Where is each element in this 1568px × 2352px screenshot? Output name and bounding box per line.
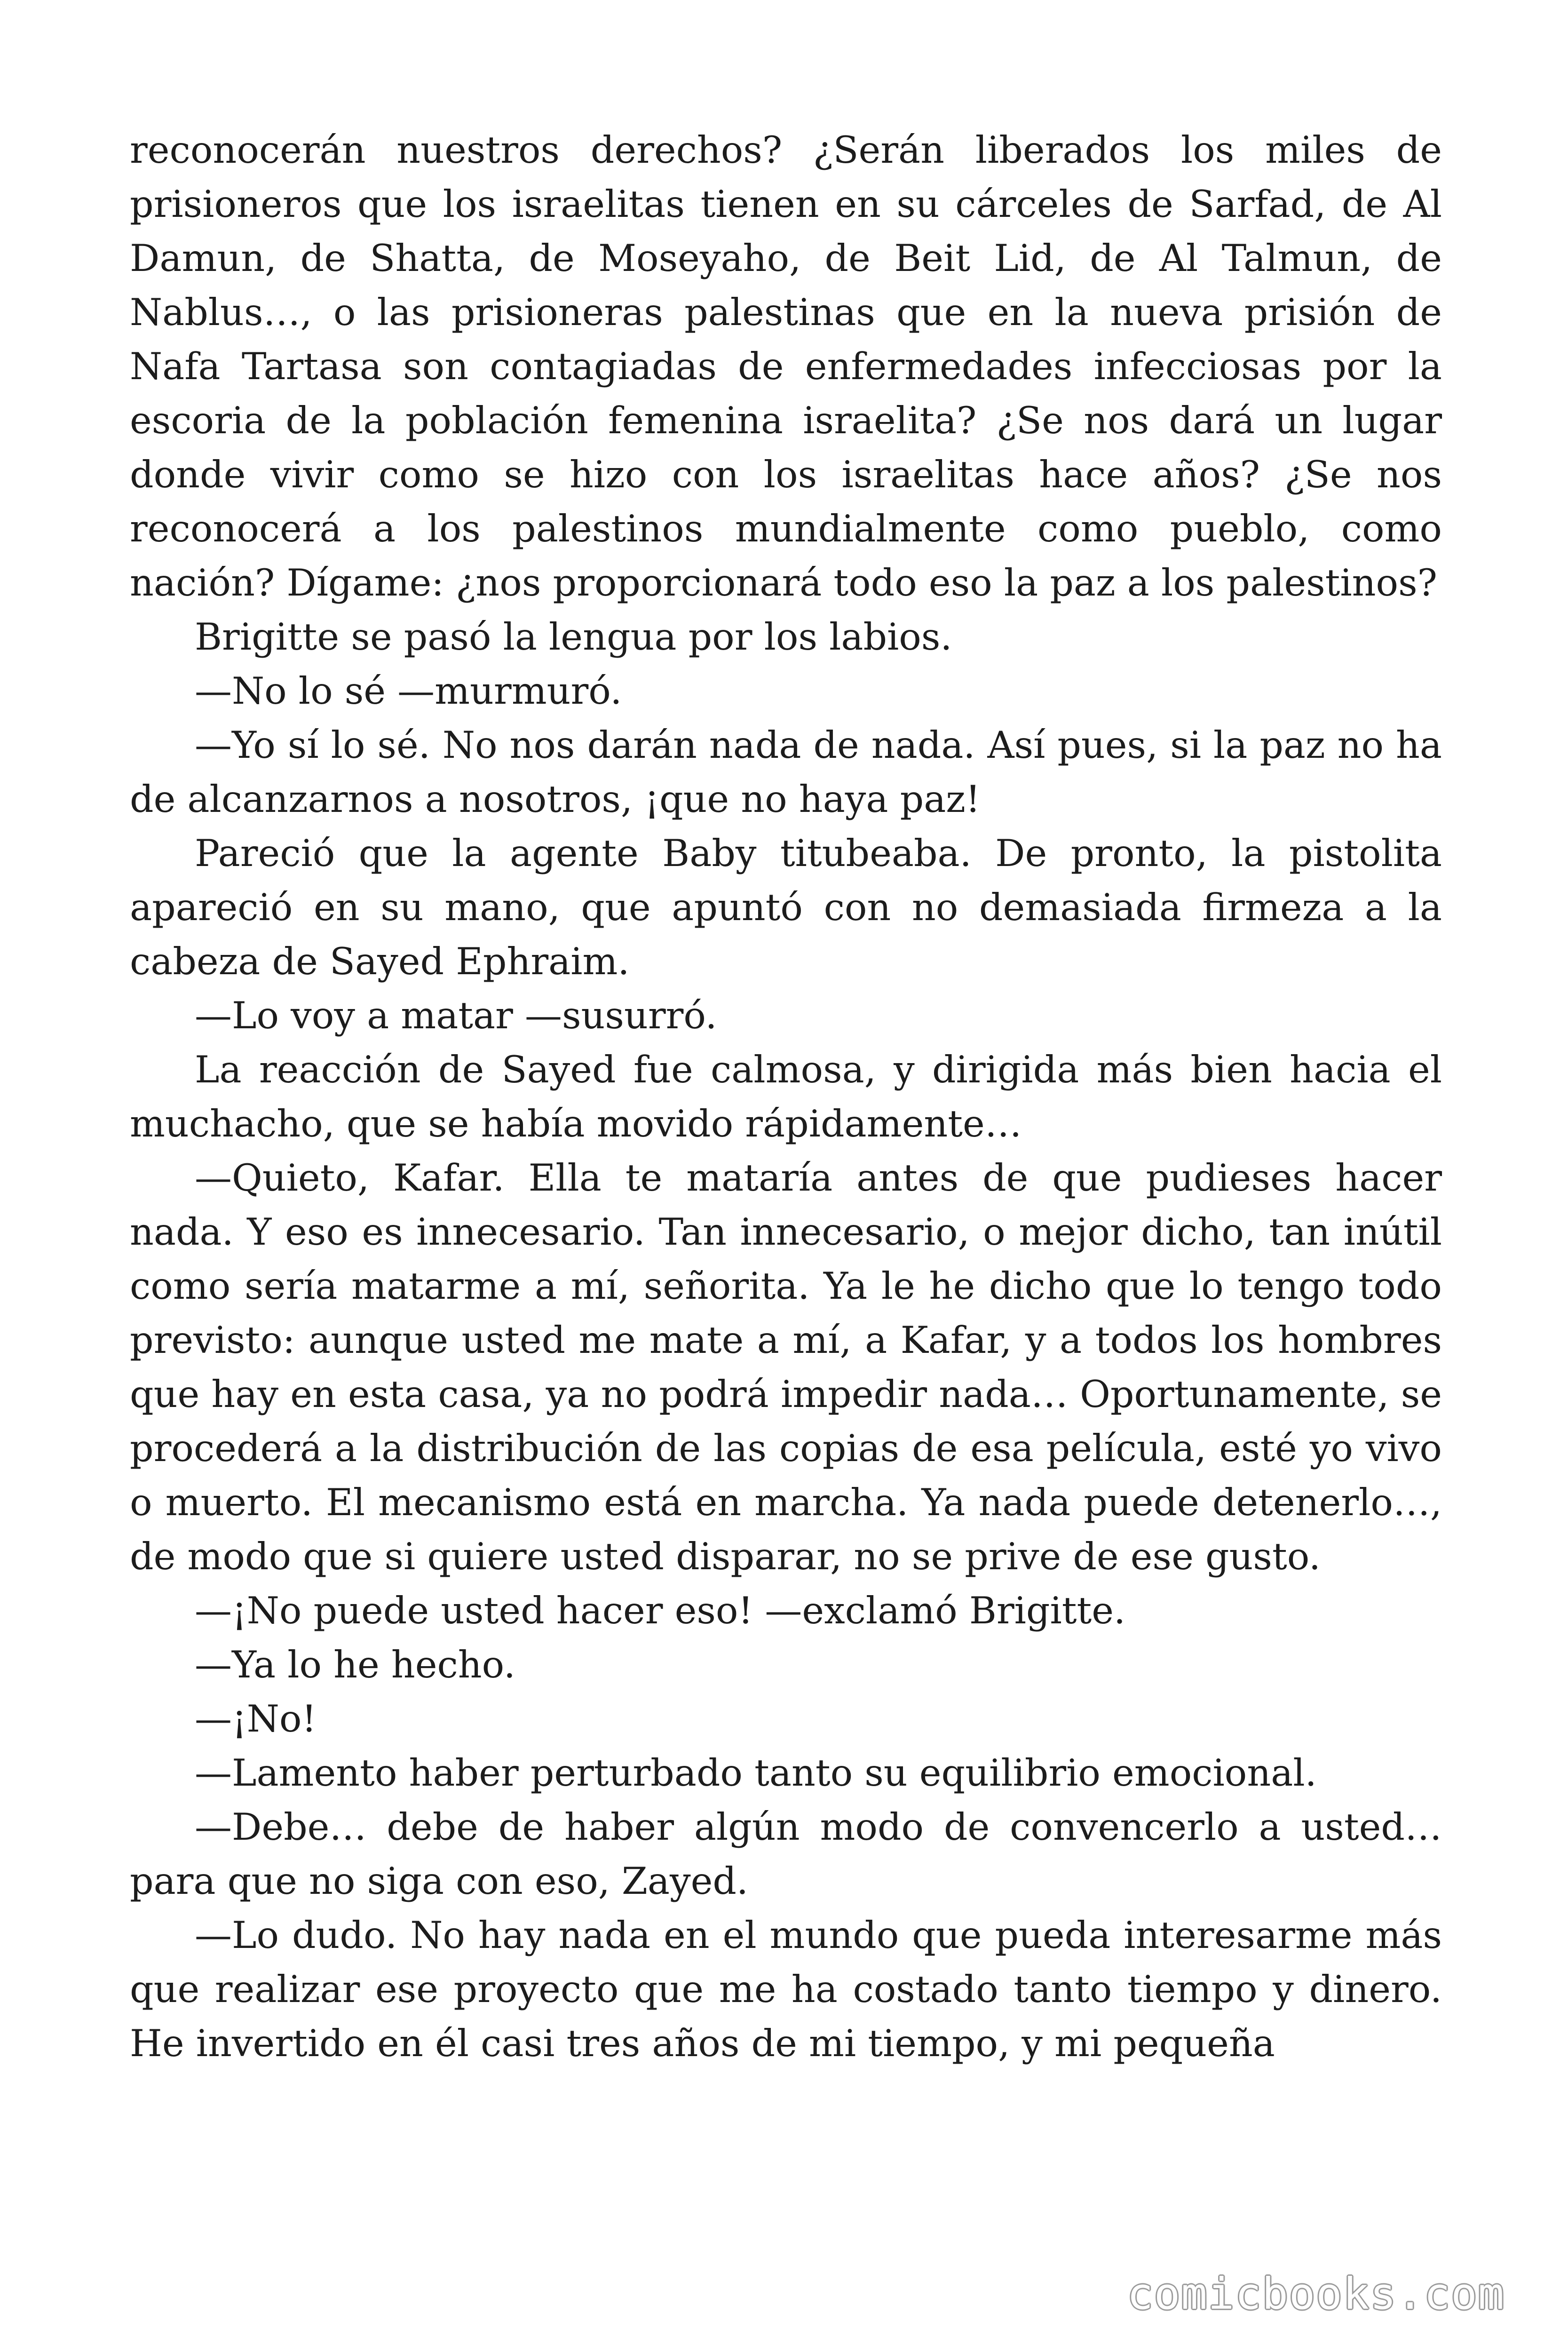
paragraph-continuation: reconocerán nuestros derechos? ¿Serán liberados los miles de prisioneros que los israelitas tienen en su cárceles de Sarfad, de Al Damun, de Shatta, de Moseyaho, de Beit Lid, de Al Talmun, de Nablus…, o las prisioneras palestinas que en la nueva prisión de Nafa Tartasa son contagiadas de enfermedades infecciosas por la escoria de la población femenina israelita? ¿Se nos dará un lugar donde vivir como se hizo con los israelitas hace años? ¿Se nos reconocerá a los palestinos mundialmente como pueblo, como nación? Dígame: ¿nos proporcionará todo eso la paz a los palestinos?: [130, 128, 1442, 604]
paragraph: —Lo dudo. No hay nada en el mundo que pueda interesarme más que realizar ese proyecto que me ha costado tanto tiempo y dinero. He invertido en él casi tres años de mi tiempo, y mi pequeña: [130, 1914, 1442, 2065]
paragraph: —No lo sé —murmuró.: [195, 669, 622, 713]
paragraph: Brigitte se pasó la lengua por los labios.: [195, 615, 952, 659]
paragraph: —Quieto, Kafar. Ella te mataría antes de que pudieses hacer nada. Y eso es innecesario. Tan innecesario, o mejor dicho, tan inútil como sería matarme a mí, señorita. Ya le he dicho que lo tengo todo previsto: aunque usted me mate a mí, a Kafar, y a todos los hombres que hay en esta casa, ya no podrá impedir nada… Oportunamente, se procederá a la distribución de las copias de esa película, esté yo vivo o muerto. El mecanismo está en marcha. Ya nada puede detenerlo…, de modo que si quiere usted disparar, no se prive de ese gusto.: [130, 1156, 1442, 1578]
watermark: comicbooks.com: [1127, 2269, 1505, 2319]
paragraph: —Lamento haber perturbado tanto su equilibrio emocional.: [195, 1751, 1317, 1795]
paragraph: La reacción de Sayed fue calmosa, y dirigida más bien hacia el muchacho, que se había movido rápidamente…: [130, 1048, 1442, 1145]
paragraph: —¡No puede usted hacer eso! —exclamó Brigitte.: [195, 1589, 1126, 1632]
paragraph: —Yo sí lo sé. No nos darán nada de nada. Así pues, si la paz no ha de alcanzarnos a nosotros, ¡que no haya paz!: [130, 723, 1442, 821]
page-body: [130, 123, 1442, 2071]
paragraph: —¡No!: [195, 1697, 317, 1740]
paragraph: —Lo voy a matar —susurró.: [195, 994, 717, 1037]
paragraph: —Debe… debe de haber algún modo de convencerlo a usted… para que no siga con eso, Zayed.: [130, 1805, 1442, 1903]
paragraph: —Ya lo he hecho.: [195, 1643, 515, 1686]
paragraph: Pareció que la agente Baby titubeaba. De pronto, la pistolita apareció en su mano, que apuntó con no demasiada firmeza a la cabeza de Sayed Ephraim.: [130, 832, 1442, 983]
